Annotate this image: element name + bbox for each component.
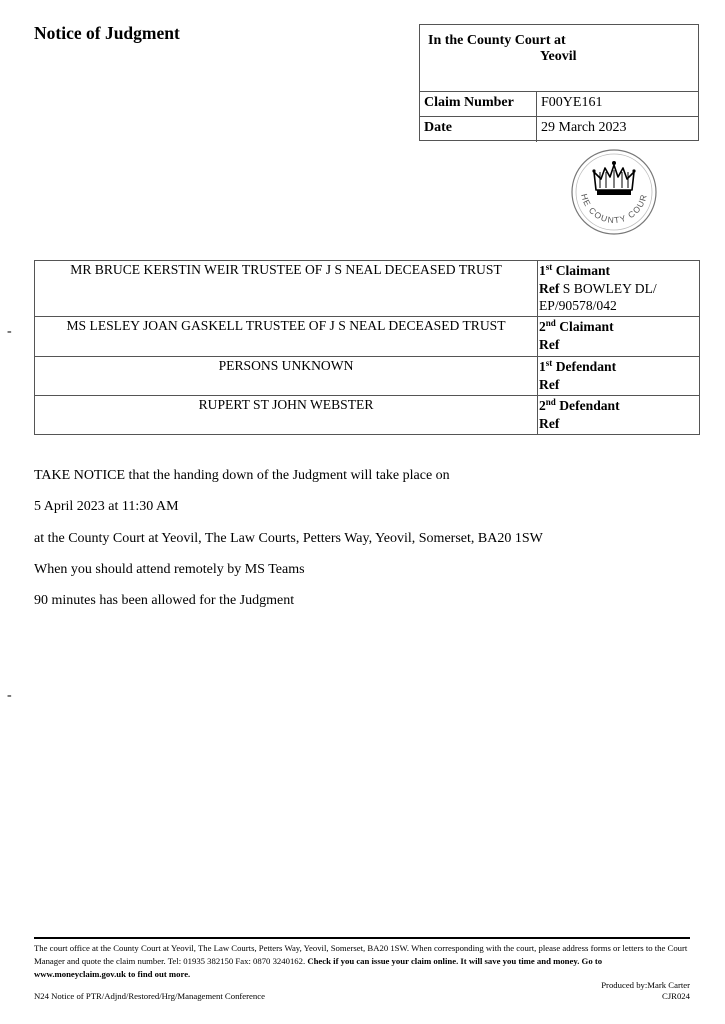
footer-court-info [34,942,690,980]
party-name: RUPERT ST JOHN WEBSTER [198,397,374,412]
hearing-datetime: 5 April 2023 at 11:30 AM [34,499,179,514]
party-role-label: Defendant [559,398,620,413]
claim-number-label: Claim Number [424,95,514,110]
court-seal-graphic [570,148,658,236]
party-role-label: Defendant [555,359,617,374]
attendance-method: When you should attend remotely by MS Teams [34,562,305,577]
date-label: Date [424,120,452,135]
party-ordinal: 2 [539,398,546,413]
party-divider [537,261,538,316]
party-ordinal-suffix: nd [545,397,556,407]
party-role-label: Claimant [555,263,611,278]
footer-address-text: The court office at the County Court at Yeovil, The Law Courts, Petters Way, Yeovil, Somerset, BA20 1SW. When corresponding with the court, please address forms or letters to the Court Manager and quote the claim number. Tel: 01935 382150 Fax: 0870 3240162. [34,943,688,966]
party-ordinal-suffix: st [545,358,553,368]
notice-line: TAKE NOTICE that the handing down of the Judgment will take place on [34,468,450,483]
page-title: Notice of Judgment [34,23,180,43]
party-ref-label: Ref [539,280,560,296]
form-name: N24 Notice of PTR/Adjnd/Restored/Hrg/Management Conference [34,991,265,1001]
footer-online-notice: Check if you can issue your claim online. It will save you time and money. Go to www.moneyclaim.gov.uk to find out more. [34,955,603,979]
claim-number-row [420,92,698,117]
party-name: PERSONS UNKNOWN [218,358,354,373]
party-role [539,358,699,393]
party-ref-label: Ref [539,415,560,431]
party-row [35,317,699,357]
crown-icon [592,161,635,195]
party-role [539,318,699,353]
form-code: CJR024 [661,991,690,1001]
margin-mark: - [7,688,12,703]
parties-table [34,260,700,435]
time-allowed: 90 minutes has been allowed for the Judgment [34,593,295,608]
party-row [35,357,699,396]
party-ordinal: 2 [539,319,546,334]
date-row [420,117,698,142]
court-in-the-label: In the County Court at [428,33,566,48]
party-ordinal-suffix: nd [545,318,556,328]
party-divider [537,317,538,356]
court-header [420,25,698,92]
hearing-location: at the County Court at Yeovil, The Law Courts, Petters Way, Yeovil, Somerset, BA20 1SW [34,531,543,546]
seal-text: HE COUNTY COUR [579,192,649,226]
party-role [539,262,699,315]
party-name: MR BRUCE KERSTIN WEIR TRUSTEE OF J S NEAL DECEASED TRUST [70,262,502,277]
court-info-box [419,24,699,141]
party-row [35,396,699,434]
party-divider [537,396,538,434]
party-name: MS LESLEY JOAN GASKELL TRUSTEE OF J S NEAL DECEASED TRUST [66,318,506,333]
footer-divider [34,937,690,939]
margin-mark: - [7,324,12,339]
party-ref-value: S BOWLEY DL/ EP/90578/042 [539,280,657,313]
party-divider [537,357,538,395]
party-role [539,397,699,432]
produced-by: Produced by:Mark Carter [601,980,690,990]
party-row [35,261,699,317]
party-ordinal: 1 [539,263,546,278]
date-divider [536,117,537,142]
date-value: 29 March 2023 [541,120,627,135]
claim-number-value: F00YE161 [541,95,603,110]
party-ordinal: 1 [539,359,546,374]
court-seal [570,148,658,236]
party-ref-label: Ref [539,376,560,392]
claim-number-divider [536,92,537,116]
party-role-label: Claimant [559,319,614,334]
party-ref-label: Ref [539,336,560,352]
court-location: Yeovil [540,49,577,64]
party-ordinal-suffix: st [545,262,553,272]
